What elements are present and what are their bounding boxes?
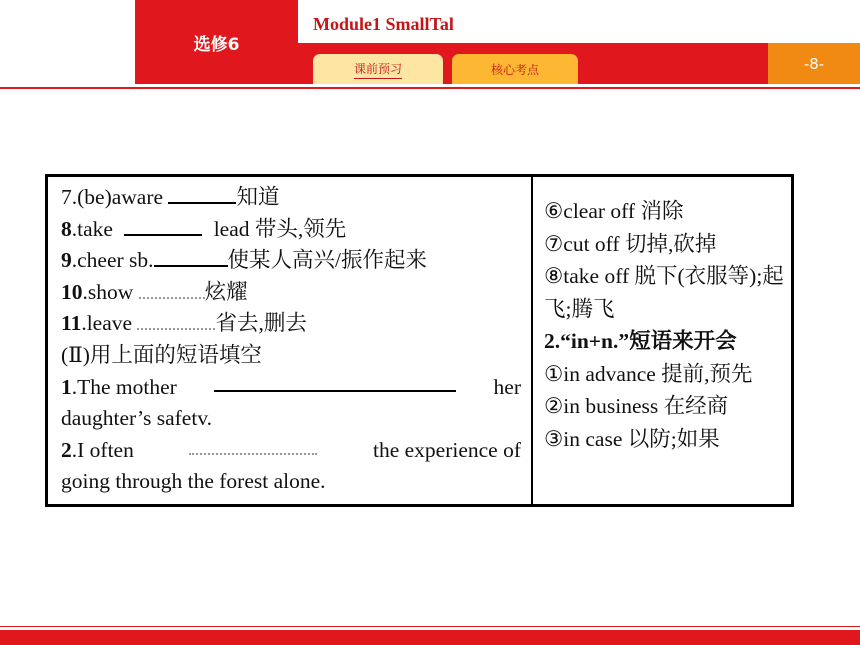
answer-blank[interactable] — [154, 247, 228, 267]
tab-preview[interactable] — [313, 54, 443, 84]
section-heading: (Ⅱ)用上面的短语填空 — [61, 342, 262, 367]
exercise-item: 2.I often the experience of — [61, 435, 521, 467]
answer-blank[interactable] — [139, 279, 205, 299]
page-number-block — [768, 43, 860, 84]
tab-key-points[interactable] — [452, 54, 578, 84]
left-column — [61, 182, 521, 498]
course-label: 选修6 — [193, 34, 240, 55]
phrase-item: ⑦cut off 切掉,砍掉 — [544, 231, 717, 256]
course-label-block — [135, 0, 298, 84]
phrase-item: 11.leave 省去,删去 — [61, 311, 307, 336]
phrase-item: ①in advance 提前,预先 — [544, 361, 753, 386]
tab-preview-label: 课前预习 — [354, 60, 402, 79]
right-column — [544, 195, 786, 455]
phrase-item: ⑧take off 脱下(衣服等);起飞;腾飞 — [544, 264, 784, 321]
phrase-item: ⑥clear off 消除 — [544, 199, 684, 223]
column-divider — [531, 177, 533, 504]
module-title: Module1 SmallTal — [313, 14, 454, 34]
phrase-item: 9.cheer sb. 使某人高兴/振作起来 — [61, 248, 428, 273]
page-number: -8- — [803, 54, 825, 73]
footer-thin-line — [0, 626, 860, 627]
answer-blank[interactable] — [214, 372, 456, 392]
phrase-item: 10.show 炫耀 — [61, 279, 248, 304]
exercise-continuation: going through the forest alone. — [61, 469, 326, 494]
answer-blank[interactable] — [168, 184, 236, 204]
phrase-item: ②in business 在经商 — [544, 394, 729, 418]
section-heading: 2.“in+n.”短语来开会 — [544, 329, 737, 353]
answer-blank[interactable] — [189, 435, 317, 455]
answer-blank[interactable] — [137, 310, 215, 330]
content-table — [45, 174, 794, 507]
header-divider — [0, 87, 860, 89]
phrase-item: 7.(be)aware 知道 — [61, 185, 280, 209]
phrase-item: 8.take lead 带头,领先 — [61, 216, 347, 241]
tab-key-points-label: 核心考点 — [490, 62, 539, 77]
exercise-item: 1.The mother her — [61, 372, 521, 404]
exercise-continuation: daughter’s safetv. — [61, 406, 213, 431]
answer-blank[interactable] — [124, 216, 202, 236]
phrase-item: ③in case 以防;如果 — [544, 426, 720, 451]
footer-bar — [0, 630, 860, 645]
